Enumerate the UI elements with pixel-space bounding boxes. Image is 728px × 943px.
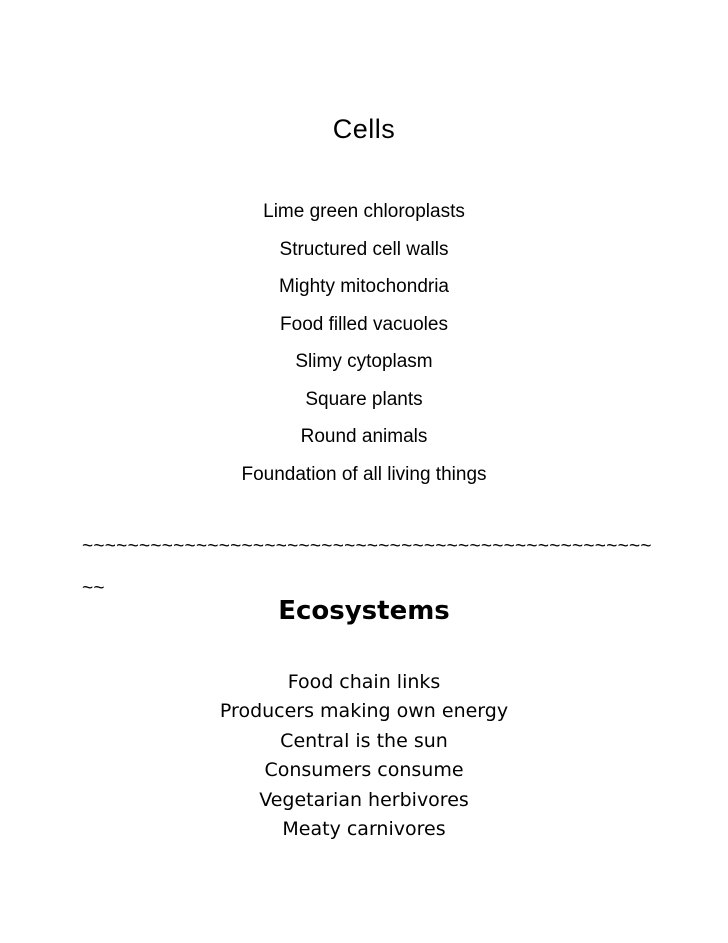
ecosystems-line [0,815,728,844]
cells-line-text: Lime green chloroplasts [263,201,465,222]
ecosystems-title: Ecosystems [278,596,450,626]
ecosystems-line [0,756,728,785]
cells-line [0,421,728,459]
ecosystems-line [0,727,728,756]
cells-line-text: Foundation of all living things [241,463,487,485]
ecosystems-line-text: Consumers consume [264,759,464,782]
ecosystems-line [0,668,728,697]
cells-poem [0,196,728,496]
ecosystems-line-text: Food chain links [287,671,441,693]
ecosystems-line-text: Vegetarian herbivores [259,788,469,811]
cells-line-text: Round animals [300,426,428,447]
cells-line [0,384,728,422]
tilde-divider: ~~~~~~~~~~~~~~~~~~~~~~~~~~~~~~~~~~~~~~~~~~~~~~~~~~~~ [82,536,652,599]
ecosystems-line [0,786,728,815]
cells-line [0,196,728,234]
ecosystems-poem [0,668,728,844]
cells-line [0,234,728,272]
ecosystems-line [0,697,728,726]
cells-line [0,459,728,497]
cells-line-text: Structured cell walls [279,238,449,260]
cells-line-text: Food filled vacuoles [280,313,448,335]
cells-line [0,271,728,309]
cells-title: Cells [332,114,396,144]
ecosystems-line-text: Central is the sun [280,729,448,752]
ecosystems-line-text: Meaty carnivores [282,817,446,840]
cells-line [0,309,728,347]
ecosystems-line-text: Producers making own energy [219,700,509,723]
cells-line [0,346,728,384]
cells-line-text: Slimy cytoplasm [295,351,433,372]
cells-line-text: Mighty mitochondria [278,276,450,297]
cells-line-text: Square plants [305,388,423,410]
